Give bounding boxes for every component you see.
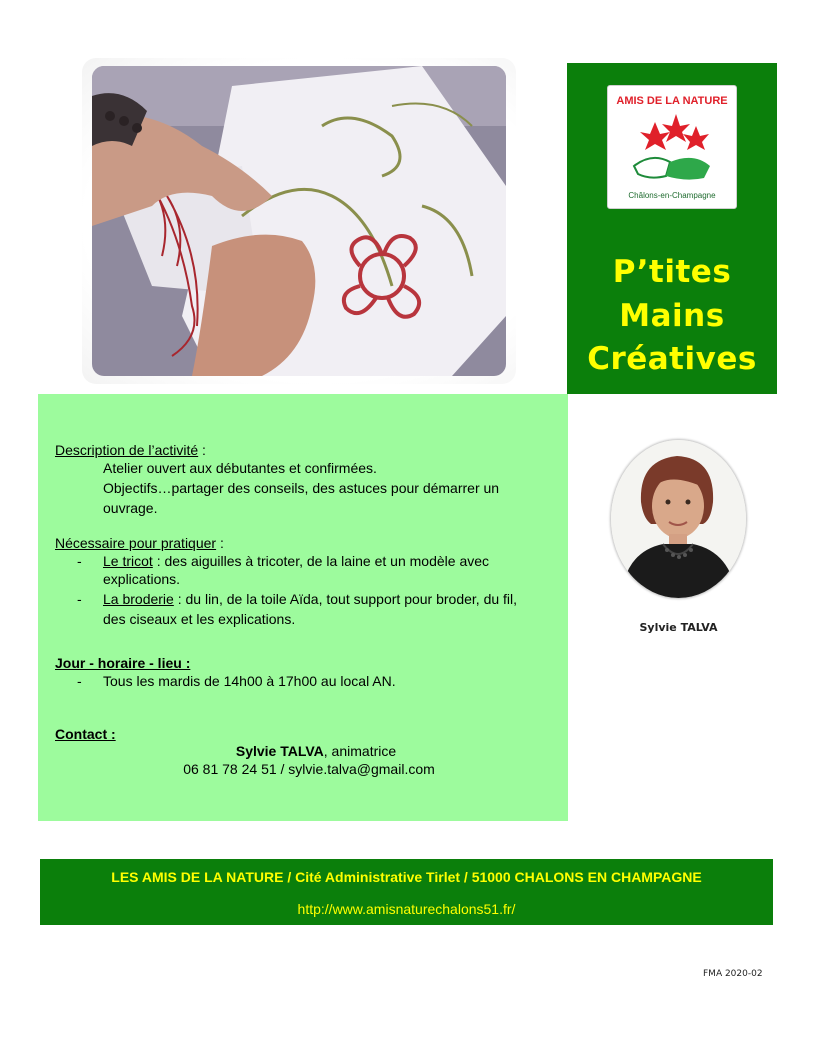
description-line-3: ouvrage. [103, 500, 158, 516]
association-logo [607, 85, 737, 209]
schedule-heading: Jour - horaire - lieu : [55, 655, 191, 671]
association-logo-graphic [608, 86, 736, 208]
required-item-1-label: Le tricot [103, 553, 153, 569]
embroidery-photo [92, 66, 506, 376]
required-item-1-cont: explications. [103, 571, 181, 587]
document-reference: FMA 2020-02 [703, 969, 763, 979]
logo-bottom-text: Châlons-en-Champagne [628, 191, 716, 200]
contact-name-line [38, 741, 568, 761]
portrait-illustration [611, 440, 746, 598]
title-line-2: Mains [619, 298, 725, 334]
description-heading-text: Description de l’activité [55, 442, 199, 458]
description-line-1: Atelier ouvert aux débutantes et confirmées. [103, 460, 377, 476]
portrait-caption: Sylvie TALVA [639, 621, 718, 634]
schedule-bullet: - [77, 673, 82, 689]
required-bullet-1: - [77, 553, 82, 569]
footer-url-link[interactable]: http://www.amisnaturechalons51.fr/ [297, 901, 516, 917]
footer-address: LES AMIS DE LA NATURE / Cité Administrative Tirlet / 51000 CHALONS EN CHAMPAGNE [111, 869, 702, 885]
required-item-1 [103, 551, 489, 571]
activity-info-box [38, 394, 568, 821]
required-bullet-2: - [77, 591, 82, 607]
description-line-2: Objectifs…partager des conseils, des astuces pour démarrer un [103, 480, 500, 496]
embroidery-photo-frame [82, 58, 516, 384]
required-heading [55, 533, 224, 553]
portrait-photo [611, 440, 746, 598]
title-panel [567, 63, 777, 394]
required-heading-suffix: : [216, 535, 224, 551]
required-item-2-label: La broderie [103, 591, 174, 607]
schedule-item: Tous les mardis de 14h00 à 17h00 au local AN. [103, 673, 396, 689]
contact-heading: Contact : [55, 726, 116, 742]
contact-role: , animatrice [323, 743, 397, 759]
required-heading-text: Nécessaire pour pratiquer [55, 535, 217, 551]
logo-top-text: AMIS DE LA NATURE [616, 95, 728, 107]
title-line-1: P’tites [612, 254, 732, 290]
embroidery-illustration [92, 66, 506, 376]
required-item-1-text: : des aiguilles à tricoter, de la laine et un modèle avec [152, 553, 490, 569]
required-item-2-text: : du lin, de la toile Aïda, tout support pour broder, du fil, [173, 591, 518, 607]
contact-name: Sylvie TALVA [235, 743, 324, 759]
required-item-2-cont: des ciseaux et les explications. [103, 611, 296, 627]
contact-details: 06 81 78 24 51 / sylvie.talva@gmail.com [183, 761, 435, 777]
description-heading-suffix: : [198, 442, 206, 458]
footer-band [40, 859, 773, 925]
required-item-2 [103, 589, 517, 609]
description-heading [55, 440, 206, 460]
title-line-3: Créatives [587, 341, 757, 377]
